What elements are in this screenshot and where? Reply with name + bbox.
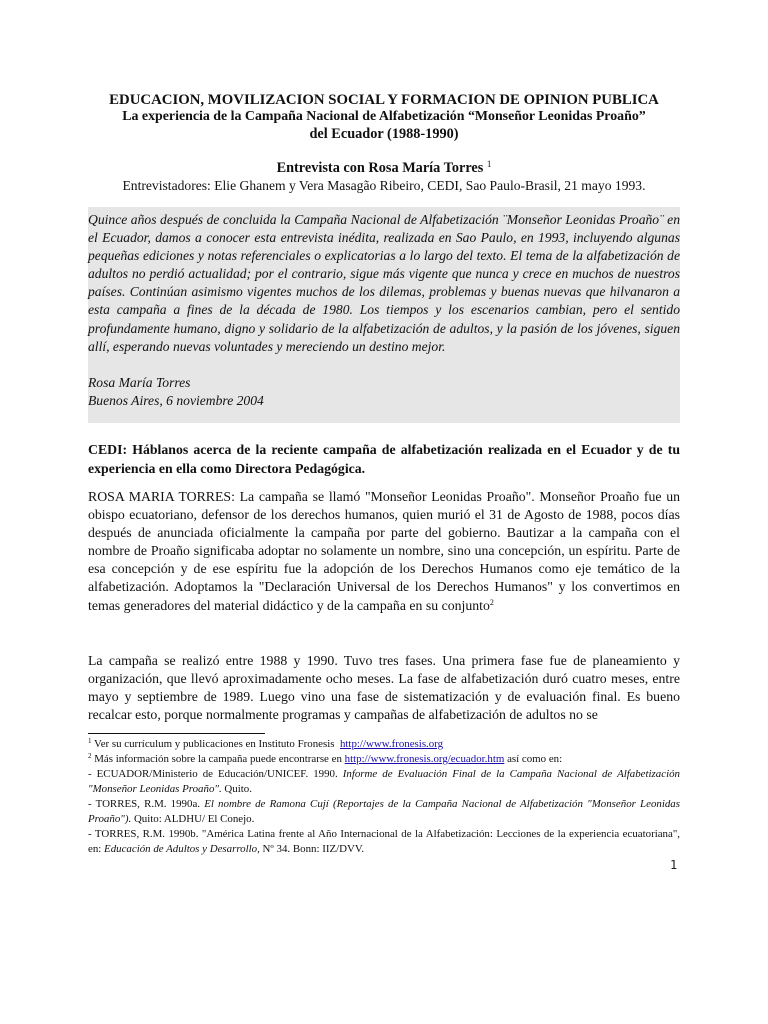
footnote-ref-2: 2 xyxy=(489,597,494,607)
footnote-separator xyxy=(88,733,265,734)
answer-paragraph-1 xyxy=(88,488,680,617)
reference-1 xyxy=(88,767,680,798)
page-number: 1 xyxy=(670,858,678,872)
interviewee-name: Entrevista con Rosa María Torres xyxy=(276,160,484,176)
footnote-1-text: Ver su currículum y publicaciones en Instituto Fronesis xyxy=(94,738,335,750)
reference-1-title: Informe de Evaluación Final de la Campaña Nacional de Alfabetización "Monseñor Leonidas Proaño". xyxy=(88,768,680,796)
footnote-2-number: 2 xyxy=(88,752,92,760)
footnote-ref-1: 1 xyxy=(486,159,492,169)
reference-1-suffix: Quito. xyxy=(224,783,252,796)
document-subtitle-line2: del Ecuador (1988-1990) xyxy=(309,126,459,142)
reference-3-prefix: - TORRES, R.M. 1990b. "América Latina frente al Año Internacional de la Alfabetización: Lecciones de la experiencia ecuatoriana", en: xyxy=(88,828,680,856)
reference-3-suffix: , Nº 34. Bonn: IIZ/DVV. xyxy=(257,843,365,856)
reference-3-title: Educación de Adultos y Desarrollo xyxy=(104,843,258,856)
interview-question: CEDI: Háblanos acerca de la reciente campaña de alfabetización realizada en el Ecuador y de tu experiencia en ella como Directora Pedagógica. xyxy=(88,442,680,476)
footnote-1 xyxy=(88,737,680,753)
document-subtitle-line1: La experiencia de la Campaña Nacional de Alfabetización “Monseñor Leonidas Proaño” xyxy=(122,109,646,124)
intro-signature-name: Rosa María Torres xyxy=(88,374,191,390)
reference-1-prefix: - ECUADOR/Ministerio de Educación/UNICEF. 1990. xyxy=(88,768,338,780)
reference-3 xyxy=(88,827,680,858)
intro-text: Quince años después de concluida la Campaña Nacional de Alfabetización ¨Monseñor Leonidas Proaño¨ en el Ecuador, damos a conocer esta entrevista inédita, realizada en Sao Paulo, en 1993, incluyendo algunas pequeñas ediciones y notas referenciales o explicatorias a lo largo del texto. El tema de la alfabetización de adultos no perdió actualidad; por el contrario, sigue más vigente que nunca y crece en muchos de nuestros países. Continúan asimismo vigentes muchos de los dilemas, problemas y buenas nuevas que hilvanaron a esta campaña a fines de la década de 1980. Los tiempos y los escenarios cambian, pero el sentido profundamente humano, digno y solidario de la alfabetización de adultos, y la pasión de los jóvenes, siguen allí, esperando nuevas voluntades y mereciendo un destino mejor. xyxy=(88,212,680,354)
fronesis-ecuador-link[interactable]: http://www.fronesis.org/ecuador.htm xyxy=(344,753,505,765)
intro-signature-place-date: Buenos Aires, 6 noviembre 2004 xyxy=(88,392,264,408)
footnote-2-text: Más información sobre la campaña puede encontrarse en xyxy=(94,753,342,765)
answer-paragraph-2: La campaña se realizó entre 1988 y 1990. Tuvo tres fases. Una primera fase fue de planeamiento y organización, que llevó aproximadamente ocho meses. La fase de alfabetización duró cuatro meses, entre mayo y septiembre de 1989. Luego vino una fase de sistematización y de evaluación final. Es bueno recalcar esto, porque normalmente programas y campañas de alfabetización de adultos no se xyxy=(88,653,680,723)
fronesis-link[interactable]: http://www.fronesis.org xyxy=(339,738,444,750)
interviewers-line: Entrevistadores: Elie Ghanem y Vera Masagão Ribeiro, CEDI, Sao Paulo-Brasil, 21 mayo 1993. xyxy=(122,178,646,193)
reference-2-suffix: Quito: ALDHU/ El Conejo. xyxy=(133,813,255,826)
reference-2 xyxy=(88,797,680,828)
interviewee-heading xyxy=(88,159,680,178)
document-title: EDUCACION, MOVILIZACION SOCIAL Y FORMACION DE OPINION PUBLICA xyxy=(109,92,659,108)
reference-2-title: El nombre de Ramona Cují (Reportajes de la Campaña Nacional de Alfabetización "Monseñor Leonidas Proaño"). xyxy=(88,798,680,826)
footnote-2-after: así como en: xyxy=(507,753,563,765)
footnote-2 xyxy=(88,752,680,768)
answer-paragraph-1-text: ROSA MARIA TORRES: La campaña se llamó "Monseñor Leonidas Proaño". Monseñor Proaño fue un obispo ecuatoriano, defensor de los derechos humanos, quien murió el 31 de Agosto de 1988, pocos días después de anunciada oficialmente la campaña por parte del gobierno. Bautizar a la campaña con el nombre de Proaño significaba adoptar no solamente un nombre, sino una concepción, un espíritu. Parte de esa concepción y de ese espíritu fue la adopción de los Derechos Humanos como eje temático de la alfabetización. Adoptamos la "Declaración Universal de los Derechos Humanos" y los convertimos en temas generadores del material didáctico y de la campaña en su conjunto xyxy=(88,489,680,613)
footnote-1-number: 1 xyxy=(88,737,92,745)
reference-2-prefix: - TORRES, R.M. 1990a. xyxy=(88,798,200,810)
intro-box xyxy=(88,207,680,423)
